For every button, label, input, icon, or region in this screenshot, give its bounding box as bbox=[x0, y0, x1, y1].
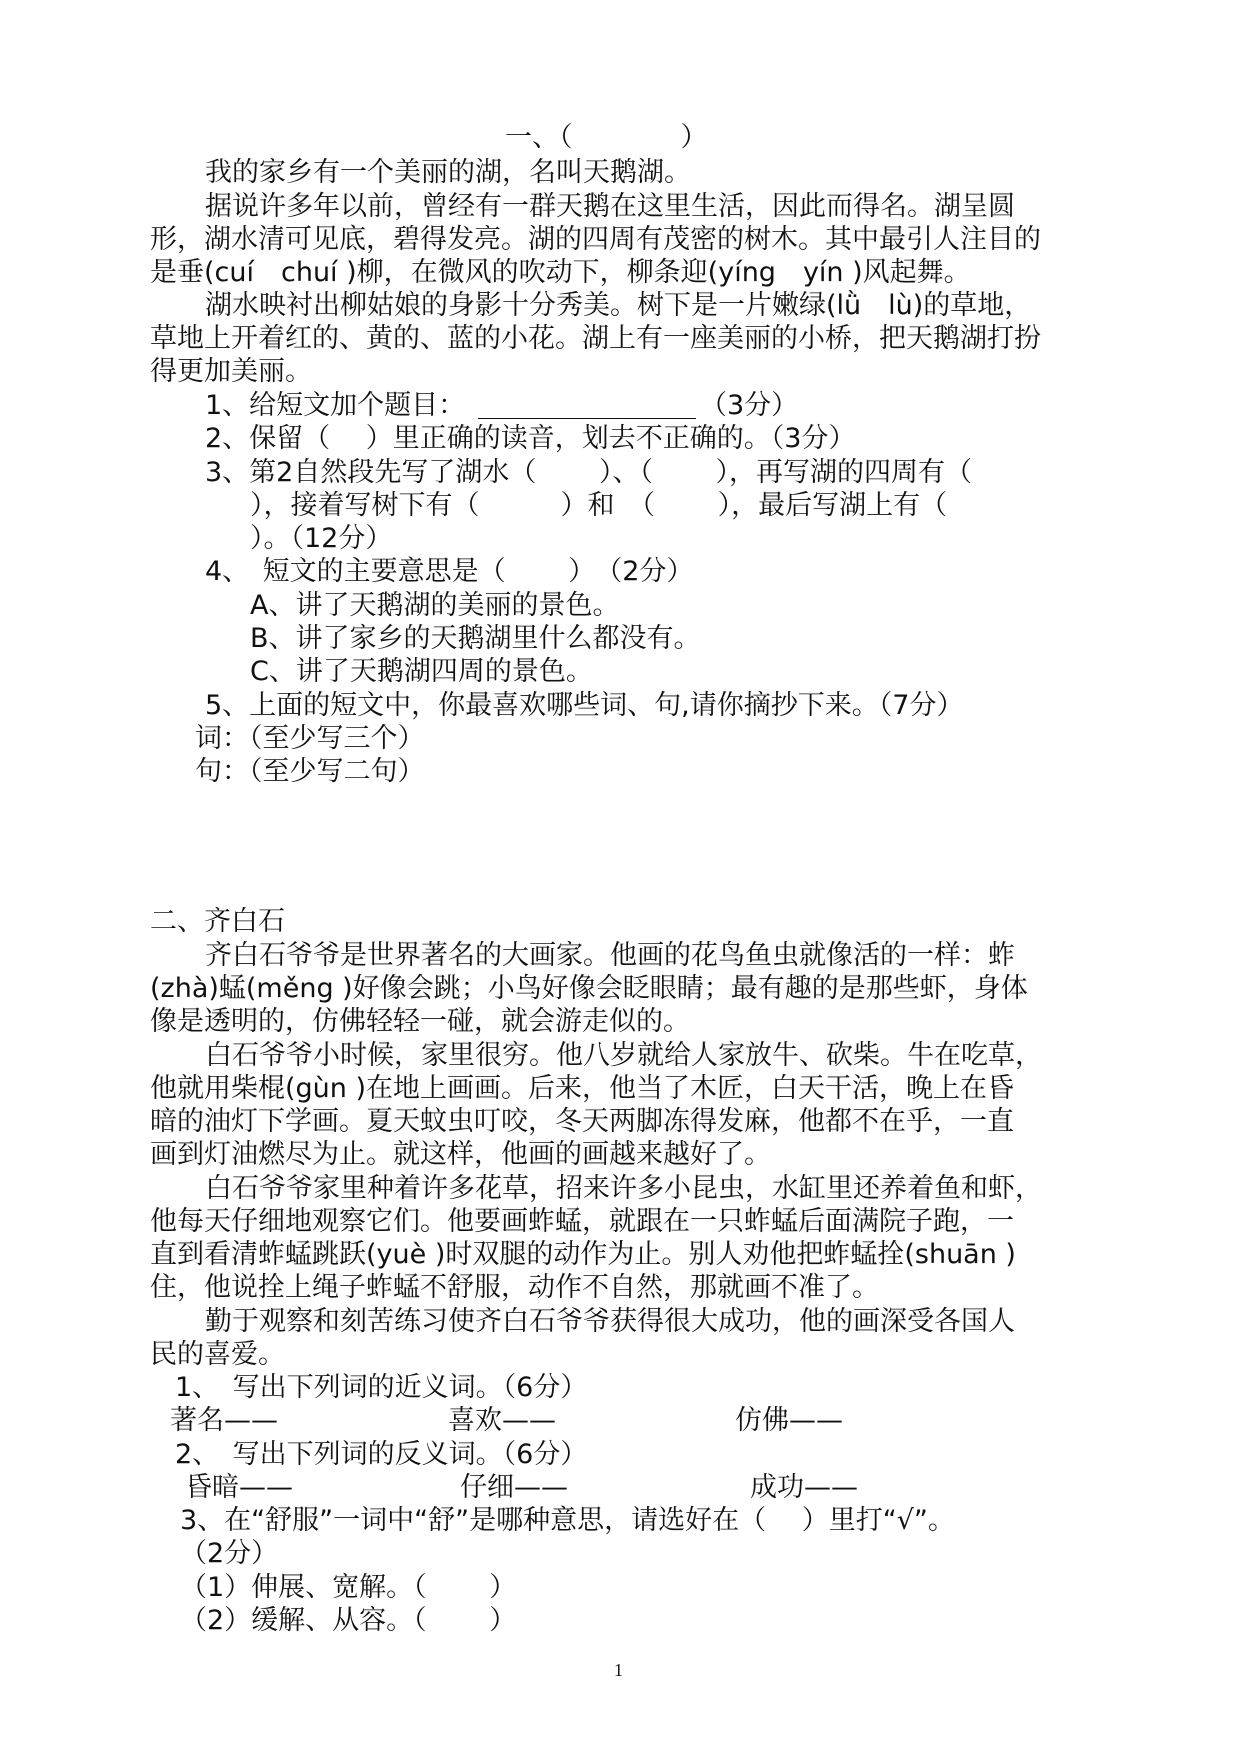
meaning-option: （1）伸展、宽解。（ ） bbox=[180, 1572, 517, 1603]
antonym-word: 成功—— bbox=[750, 1472, 858, 1503]
question-4-option-a: A、讲了天鹅湖的美丽的景色。 bbox=[250, 590, 620, 621]
question-4-option-c: C、讲了天鹅湖四周的景色。 bbox=[250, 656, 593, 687]
antonym-word: 昏暗—— bbox=[185, 1472, 293, 1503]
section2-paragraph-line: 民的喜爱。 bbox=[150, 1339, 285, 1370]
section1-paragraph-line: 据说许多年以前，曾经有一群天鹅在这里生活，因此而得名。湖呈圆 bbox=[205, 191, 1015, 222]
section1-paragraph-line: 形，湖水清可见底，碧得发亮。湖的四周有茂密的树木。其中最引人注目的 bbox=[150, 224, 1041, 255]
section1-title: 一、（ ） bbox=[505, 122, 708, 153]
question-4: 4、 短文的主要意思是（ ） （2分） bbox=[205, 556, 694, 587]
question-1-prompt: 1、给短文加个题目： bbox=[205, 390, 466, 421]
page-number: 1 bbox=[614, 1660, 623, 1680]
meaning-option: （2）缓解、从容。（ ） bbox=[180, 1605, 517, 1636]
question-1-score: （3分） bbox=[700, 390, 799, 421]
question-3-line: ）。（12分） bbox=[250, 523, 393, 554]
question-3-line: 3、第2自然段先写了湖水（ ）、（ ），再写湖的四周有（ bbox=[205, 457, 973, 488]
section2-paragraph-line: 像是透明的，仿佛轻轻一碰，就会游走似的。 bbox=[150, 1006, 690, 1037]
question-5-sentences-prompt: 句：（至少写二句） bbox=[195, 756, 425, 787]
section2-paragraph-line: 画到灯油燃尽为止。就这样，他画的画越来越好了。 bbox=[150, 1139, 771, 1170]
question-2: 2、保留（ ）里正确的读音，划去不正确的。（3分） bbox=[205, 423, 856, 454]
section2-paragraph-line: 直到看清蚱蜢跳跃(yuè )时双腿的动作为止。别人劝他把蚱蜢拴(shuān ) bbox=[150, 1239, 1016, 1270]
synonym-word: 喜欢—— bbox=[448, 1405, 556, 1436]
question-5-words-prompt: 词：（至少写三个） bbox=[195, 723, 425, 754]
title-answer-blank[interactable] bbox=[478, 418, 696, 419]
antonym-word: 仔细—— bbox=[460, 1472, 568, 1503]
synonym-word: 仿佛—— bbox=[735, 1405, 843, 1436]
section2-paragraph-line: 勤于观察和刻苦练习使齐白石爷爷获得很大成功，他的画深受各国人 bbox=[205, 1306, 1015, 1337]
section2-paragraph-line: 他就用柴棍(gùn )在地上画画。后来，他当了木匠，白天干活，晚上在昏 bbox=[150, 1073, 1015, 1104]
meaning-question: 3、在“舒服”一词中“舒”是哪种意思，请选好在（ ）里打“√”。 bbox=[180, 1505, 955, 1536]
section1-paragraph-line: 是垂(cuí chuí )柳，在微风的吹动下，柳条迎(yíng yín )风起舞。 bbox=[150, 257, 971, 288]
section2-paragraph-line: 齐白石爷爷是世界著名的大画家。他画的花鸟鱼虫就像活的一样：蚱 bbox=[205, 940, 1015, 971]
question-3-line: ），接着写树下有（ ）和 （ ），最后写湖上有（ bbox=[250, 490, 948, 521]
section2-title: 二、齐白石 bbox=[150, 906, 285, 937]
section1-paragraph-line: 得更加美丽。 bbox=[150, 356, 312, 387]
question-4-option-b: B、讲了家乡的天鹅湖里什么都没有。 bbox=[250, 623, 701, 654]
section2-paragraph-line: 暗的油灯下学画。夏天蚊虫叮咬，冬天两脚冻得发麻，他都不在乎，一直 bbox=[150, 1106, 1014, 1137]
synonym-question: 1、 写出下列词的近义词。（6分） bbox=[175, 1372, 588, 1403]
section2-paragraph-line: 他每天仔细地观察它们。他要画蚱蜢，就跟在一只蚱蜢后面满院子跑，一 bbox=[150, 1206, 1014, 1237]
section1-paragraph-line: 湖水映衬出柳姑娘的身影十分秀美。树下是一片嫩绿(lǜ lù)的草地， bbox=[205, 290, 1032, 321]
question-5: 5、上面的短文中，你最喜欢哪些词、句,请你摘抄下来。（7分） bbox=[205, 690, 964, 721]
section2-paragraph-line: 白石爷爷家里种着许多花草，招来许多小昆虫，水缸里还养着鱼和虾， bbox=[205, 1173, 1042, 1204]
antonym-question: 2、 写出下列词的反义词。（6分） bbox=[175, 1439, 588, 1470]
section1-paragraph-line: 我的家乡有一个美丽的湖，名叫天鹅湖。 bbox=[205, 157, 691, 188]
section1-paragraph-line: 草地上开着红的、黄的、蓝的小花。湖上有一座美丽的小桥，把天鹅湖打扮 bbox=[150, 323, 1041, 354]
section2-paragraph-line: 白石爷爷小时候，家里很穷。他八岁就给人家放牛、砍柴。牛在吃草， bbox=[205, 1040, 1042, 1071]
meaning-question-score: （2分） bbox=[180, 1538, 279, 1569]
section2-paragraph-line: 住，他说拴上绳子蚱蜢不舒服，动作不自然，那就画不准了。 bbox=[150, 1272, 879, 1303]
section2-paragraph-line: (zhà)蜢(měng )好像会跳；小鸟好像会眨眼睛；最有趣的是那些虾，身体 bbox=[150, 973, 1028, 1004]
synonym-word: 著名—— bbox=[170, 1405, 278, 1436]
